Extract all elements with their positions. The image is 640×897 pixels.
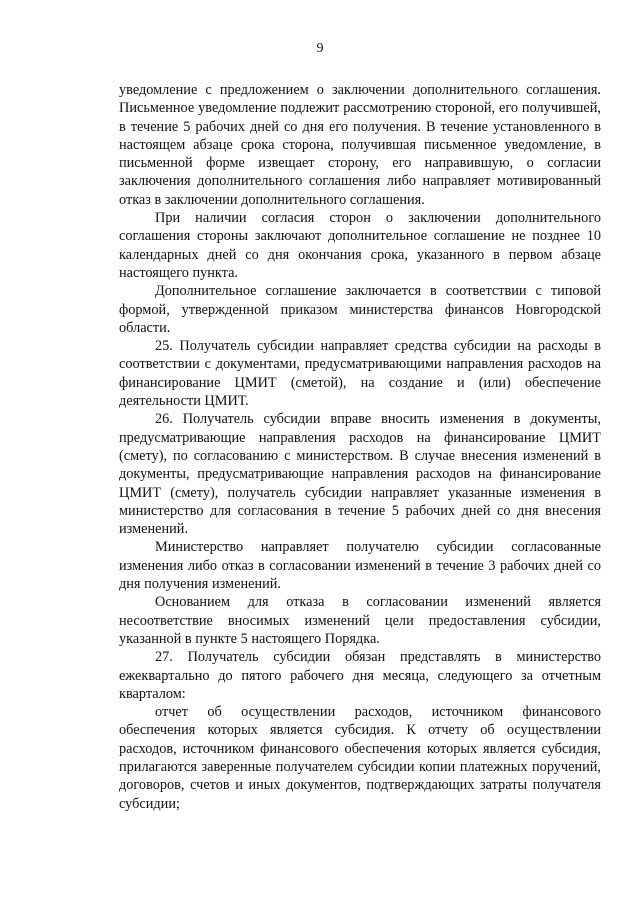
paragraph-item-27: 27. Получатель субсидии обязан представлять в министерство ежеквартально до пятого рабочего дня месяца, следующего за отчетным кварталом: — [119, 649, 601, 702]
paragraph: При наличии согласия сторон о заключении дополнительного соглашения стороны заключают дополнительное соглашение не позднее 10 календарных дней со дня окончания срока, указанного в первом абзаце настоящего пункта. — [119, 210, 601, 281]
paragraph-item-26: 26. Получатель субсидии вправе вносить изменения в документы, предусматривающие направления расходов на финансирование ЦМИТ (смету), по согласованию с министерством. В случае внесения изменений в документы, предусматривающие направления расходов на финансирование ЦМИТ (смету), получатель субсидии направляет указанные изменения в министерство для согласования в течение 5 рабочих дней со дня внесения изменений. — [119, 411, 601, 538]
paragraph: Основанием для отказа в согласовании изменений является несоответствие вносимых изменений цели предоставления субсидии, указанной в пункте 5 настоящего Порядка. — [119, 594, 601, 647]
paragraph: Министерство направляет получателю субсидии согласованные изменения либо отказ в согласовании изменений в течение 3 рабочих дней со дня получения изменений. — [119, 539, 601, 593]
document-body — [119, 81, 601, 813]
page-number: 9 — [316, 41, 324, 56]
paragraph-continuation: уведомление с предложением о заключении дополнительного соглашения. Письменное уведомление подлежит рассмотрению стороной, его получившей, в течение 5 рабочих дней со дня его получения. В течение установленного в настоящем абзаце срока сторона, получившая письменное уведомление, в письменной форме извещает сторону, его направившую, о согласии заключения дополнительного соглашения либо направляет мотивированный отказ в заключении дополнительного соглашения. — [119, 82, 601, 208]
paragraph: отчет об осуществлении расходов, источником финансового обеспечения которых является субсидия. К отчету об осуществлении расходов, источником финансового обеспечения которых является субсидия, прилагаются заверенные получателем субсидии копии платежных поручений, договоров, счетов и иных документов, подтверждающих затраты получателя субсидии; — [119, 704, 601, 812]
paragraph: Дополнительное соглашение заключается в соответствии с типовой формой, утвержденной приказом министерства финансов Новгородской области. — [119, 283, 601, 336]
paragraph-item-25: 25. Получатель субсидии направляет средства субсидии на расходы в соответствии с документами, предусматривающими направления расходов на финансирование ЦМИТ (сметой), на создание и (или) обеспечение деятельности ЦМИТ. — [119, 338, 601, 410]
